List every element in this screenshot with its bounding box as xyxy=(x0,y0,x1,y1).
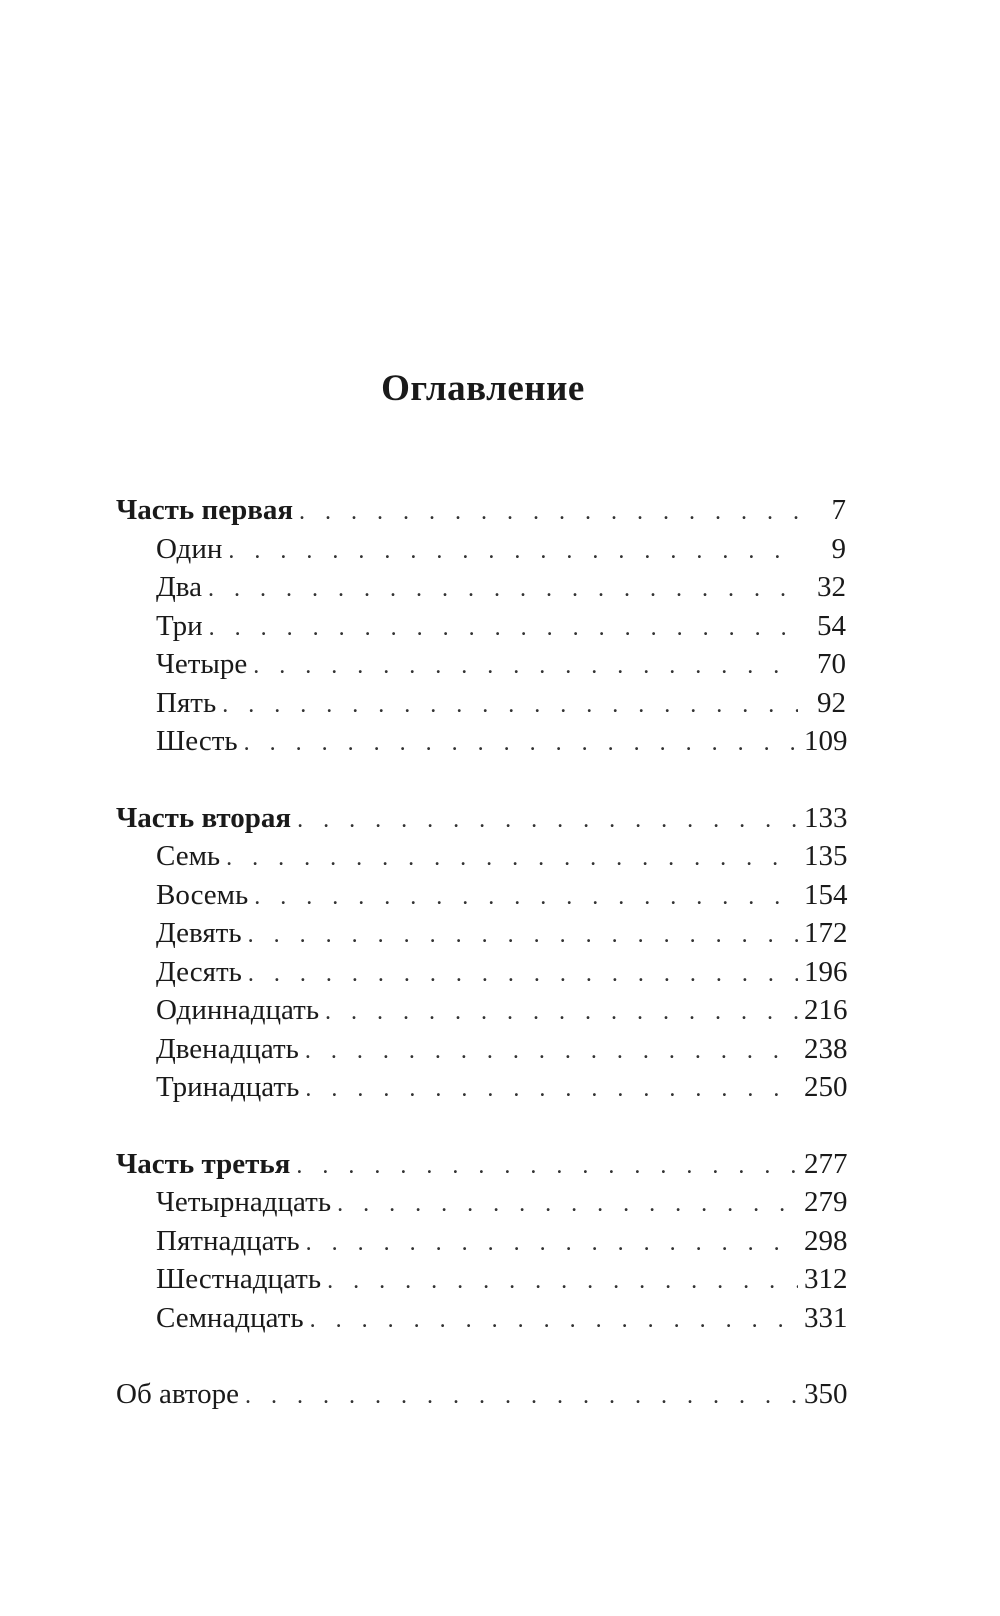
toc-section-part-3 xyxy=(116,1147,848,1343)
toc-entry-title: Часть вторая xyxy=(116,801,292,834)
toc-entry-chapter[interactable] xyxy=(116,609,846,651)
dot-leader xyxy=(337,1192,798,1216)
toc-entry-chapter[interactable] xyxy=(116,573,846,612)
toc-entry-title: Шестнадцать xyxy=(156,1263,322,1295)
toc-entry-page: 54 xyxy=(817,609,846,642)
toc-entry-title: Десять xyxy=(156,955,242,988)
toc-entry-page: 279 xyxy=(804,1186,848,1218)
toc-entry-title: Часть третья xyxy=(116,1147,291,1180)
toc-entry-title: Пять xyxy=(156,686,217,719)
toc-entry-page: 135 xyxy=(804,840,848,872)
toc-entry-chapter[interactable] xyxy=(116,727,846,766)
toc-entry-title: Шесть xyxy=(156,725,238,757)
dot-leader xyxy=(254,885,798,909)
toc-entry-chapter[interactable] xyxy=(116,1224,848,1266)
dot-leader xyxy=(305,1077,798,1101)
toc-entry-title: Семь xyxy=(156,840,221,872)
toc-entry-page: 350 xyxy=(804,1378,848,1410)
dot-leader xyxy=(244,731,798,755)
dot-leader xyxy=(296,1154,798,1178)
dot-leader xyxy=(305,1039,798,1063)
toc-entry-page: 9 xyxy=(831,532,846,565)
toc-entry-title: Одиннадцать xyxy=(156,994,320,1026)
toc-entry-chapter[interactable] xyxy=(116,996,846,1035)
toc-entry-page: 172 xyxy=(804,917,848,949)
toc-entry-part[interactable] xyxy=(116,1147,848,1189)
toc-entry-page: 331 xyxy=(804,1301,848,1334)
dot-leader xyxy=(327,1269,798,1293)
toc-entry-page: 109 xyxy=(804,725,848,757)
toc-entry-title: Часть первая xyxy=(116,494,294,526)
toc-entry-title: Об авторе xyxy=(116,1378,239,1410)
toc-entry-chapter[interactable] xyxy=(116,1032,848,1074)
toc-section-about xyxy=(116,1380,846,1419)
page-title: Оглавление xyxy=(381,368,585,409)
toc-entry-title: Три xyxy=(156,609,203,642)
toc-entry-page: 92 xyxy=(817,686,846,719)
table-of-contents xyxy=(116,496,846,1419)
toc-entry-page: 196 xyxy=(804,955,848,988)
toc-entry-chapter[interactable] xyxy=(116,919,846,958)
toc-section-part-2 xyxy=(116,801,848,1112)
toc-entry-page: 154 xyxy=(804,878,848,911)
dot-leader xyxy=(245,1384,798,1408)
toc-entry-part[interactable] xyxy=(116,496,846,535)
toc-entry-chapter[interactable] xyxy=(116,686,846,728)
dot-leader xyxy=(306,1231,798,1255)
dot-leader xyxy=(248,923,798,947)
toc-section-part-1 xyxy=(116,496,846,766)
toc-entry-chapter[interactable] xyxy=(116,1073,846,1112)
toc-entry-title: Восемь xyxy=(156,878,249,911)
dot-leader xyxy=(253,654,798,678)
toc-entry-part[interactable] xyxy=(116,801,848,843)
dot-leader xyxy=(208,577,798,601)
dot-leader xyxy=(248,962,798,986)
toc-entry-title: Два xyxy=(156,571,202,603)
toc-entry-page: 277 xyxy=(804,1147,848,1180)
dot-leader xyxy=(226,846,798,870)
toc-entry-page: 32 xyxy=(817,571,846,603)
toc-entry-chapter[interactable] xyxy=(116,842,846,881)
toc-entry-about-author[interactable] xyxy=(116,1380,846,1419)
dot-leader xyxy=(228,539,798,563)
toc-entry-page: 238 xyxy=(804,1032,848,1065)
dot-leader xyxy=(310,1308,798,1332)
toc-entry-chapter[interactable] xyxy=(116,1265,846,1304)
toc-entry-title: Двенадцать xyxy=(156,1032,299,1065)
toc-entry-page: 298 xyxy=(804,1224,848,1257)
dot-leader xyxy=(222,693,798,717)
toc-entry-page: 70 xyxy=(817,648,846,680)
dot-leader xyxy=(325,1000,798,1024)
toc-entry-title: Девять xyxy=(156,917,242,949)
toc-entry-title: Семнадцать xyxy=(156,1301,304,1334)
toc-entry-chapter[interactable] xyxy=(116,1301,848,1343)
toc-entry-chapter[interactable] xyxy=(116,878,848,920)
dot-leader xyxy=(297,808,798,832)
toc-entry-title: Четыре xyxy=(156,648,248,680)
toc-entry-page: 7 xyxy=(831,494,846,526)
toc-entry-chapter[interactable] xyxy=(116,650,846,689)
toc-entry-page: 133 xyxy=(804,801,848,834)
toc-entry-page: 250 xyxy=(804,1071,848,1103)
dot-leader xyxy=(299,500,798,524)
toc-entry-title: Пятнадцать xyxy=(156,1224,300,1257)
toc-entry-title: Один xyxy=(156,532,223,565)
toc-entry-title: Тринадцать xyxy=(156,1071,300,1103)
toc-entry-page: 216 xyxy=(804,994,848,1026)
toc-entry-chapter[interactable] xyxy=(116,532,846,574)
toc-entry-title: Четырнадцать xyxy=(156,1186,332,1218)
toc-entry-page: 312 xyxy=(804,1263,848,1295)
dot-leader xyxy=(209,616,798,640)
toc-entry-chapter[interactable] xyxy=(116,955,848,997)
toc-entry-chapter[interactable] xyxy=(116,1188,846,1227)
